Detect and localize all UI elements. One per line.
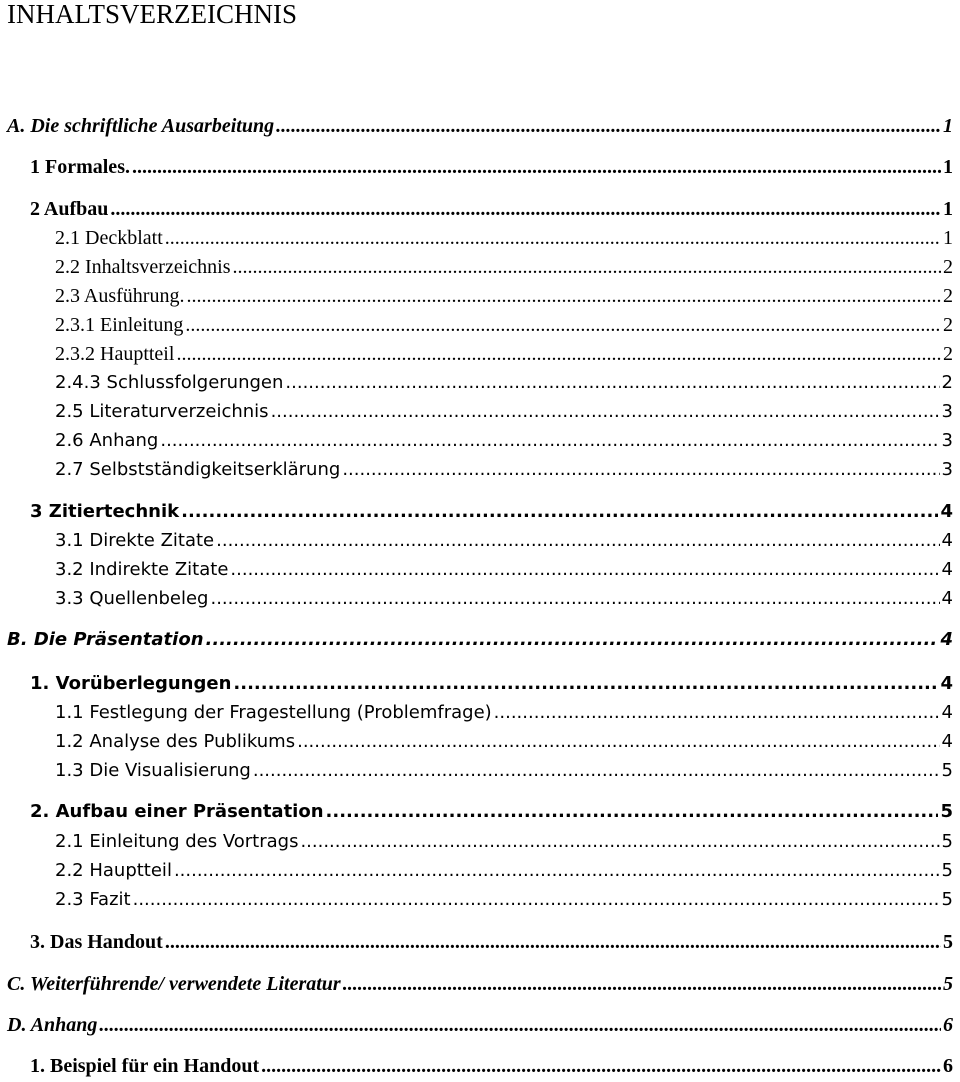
toc-entry-subsection[interactable] [55, 529, 953, 553]
toc-entry-label: 1.2 Analyse des Publikums [55, 731, 296, 752]
toc-entry-section[interactable] [30, 500, 953, 524]
toc-entry-subsection[interactable] [55, 284, 953, 308]
toc-entry-page: 4 [941, 530, 953, 551]
toc-entry-label: 3.3 Quellenbeleg [55, 588, 209, 609]
toc-entry-label: 3 Zitiertechnik [30, 501, 180, 522]
toc-entry-label: 2.2 Hauptteil [55, 860, 172, 881]
toc-entry-label: 1.3 Die Visualisierung [55, 760, 251, 781]
toc-entry-section[interactable] [30, 1054, 953, 1078]
dot-leader [185, 313, 941, 337]
toc-entry-label: 2.1 Einleitung des Vortrags [55, 831, 299, 852]
toc-entry-subsection[interactable] [55, 888, 953, 912]
toc-entry-section[interactable] [30, 800, 953, 824]
toc-entry-label: 1.1 Festlegung der Fragestellung (Problemfrage) [55, 702, 492, 723]
toc-entry-page: 2 [943, 314, 953, 336]
toc-entry-label: 2.7 Selbstständigkeitserklärung [55, 459, 341, 480]
toc-entry-chapter-c[interactable] [7, 972, 953, 996]
toc-entry-subsection[interactable] [55, 458, 953, 482]
dot-leader [276, 114, 941, 138]
toc-entry-label: D. Anhang [7, 1014, 98, 1036]
toc-entry-subsection[interactable] [55, 313, 953, 337]
toc-entry-page: 2 [943, 343, 953, 365]
toc-entry-page: 5 [941, 860, 953, 881]
dot-leader [494, 701, 940, 725]
dot-leader [160, 429, 939, 453]
dot-leader [165, 930, 941, 954]
toc-entry-label: 3. Das Handout [30, 931, 163, 953]
toc-entry-page: 4 [940, 673, 953, 694]
toc-entry-subsection[interactable] [55, 859, 953, 883]
toc-entry-page: 1 [943, 227, 953, 249]
toc-entry-page: 5 [941, 760, 953, 781]
toc-entry-subsection[interactable] [55, 587, 953, 611]
dot-leader [216, 529, 939, 553]
toc-entry-label: 3.1 Direkte Zitate [55, 530, 215, 551]
toc-entry-page: 4 [940, 629, 953, 650]
toc-entry-page: 1 [943, 156, 953, 178]
toc-entry-label: 2 Aufbau [30, 198, 109, 220]
dot-leader [176, 342, 941, 366]
dot-leader [343, 972, 941, 996]
toc-entry-chapter-a[interactable] [7, 114, 953, 138]
toc-entry-label: 3.2 Indirekte Zitate [55, 559, 229, 580]
dot-leader [206, 628, 939, 652]
toc-entry-page: 5 [940, 801, 953, 822]
toc-entry-subsection[interactable] [55, 255, 953, 279]
toc-entry-label: A. Die schriftliche Ausarbeitung [7, 115, 275, 137]
dot-leader [342, 458, 939, 482]
toc-entry-label: 2.6 Anhang [55, 430, 159, 451]
toc-entry-page: 1 [943, 115, 953, 137]
dot-leader [99, 1013, 941, 1037]
toc-entry-page: 5 [941, 831, 953, 852]
toc-entry-section[interactable] [30, 672, 953, 696]
toc-entry-subsection[interactable] [55, 730, 953, 754]
dot-leader [133, 888, 940, 912]
toc-entry-page: 1 [943, 198, 953, 220]
toc-entry-label: 2. Aufbau einer Präsentation [30, 801, 324, 822]
toc-entry-page: 3 [941, 401, 953, 422]
dot-leader [186, 284, 941, 308]
toc-entry-page: 2 [943, 256, 953, 278]
dot-leader [326, 800, 939, 824]
toc-entry-subsection[interactable] [55, 226, 953, 250]
toc-entry-label: 2.4.3 Schlussfolgerungen [55, 372, 284, 393]
dot-leader [210, 587, 939, 611]
toc-entry-page: 2 [941, 372, 953, 393]
toc-entry-page: 4 [941, 731, 953, 752]
dot-leader [165, 226, 941, 250]
toc-entry-page: 3 [941, 430, 953, 451]
toc-entry-page: 6 [943, 1014, 953, 1036]
dot-leader [230, 558, 939, 582]
dot-leader [253, 759, 940, 783]
toc-entry-page: 6 [943, 1055, 953, 1077]
toc-entry-label: C. Weiterführende/ verwendete Literatur [7, 973, 341, 995]
dot-leader [300, 830, 939, 854]
toc-entry-page: 4 [940, 501, 953, 522]
toc-entry-label: 1 Formales. [30, 156, 130, 178]
toc-entry-label: 1. Beispiel für ein Handout [30, 1055, 260, 1077]
toc-entry-label: 2.3.2 Hauptteil [55, 343, 175, 365]
dot-leader [110, 197, 941, 221]
dot-leader [297, 730, 939, 754]
dot-leader [174, 859, 940, 883]
dot-leader [233, 672, 938, 696]
toc-entry-subsection[interactable] [55, 429, 953, 453]
toc-entry-label: 2.3 Ausführung. [55, 285, 185, 307]
toc-entry-section[interactable] [30, 155, 953, 179]
toc-entry-subsection[interactable] [55, 400, 953, 424]
toc-entry-page: 4 [941, 588, 953, 609]
toc-entry-subsection[interactable] [55, 558, 953, 582]
toc-entry-page: 5 [943, 931, 953, 953]
toc-entry-page: 5 [941, 889, 953, 910]
toc-entry-label: 1. Vorüberlegungen [30, 673, 232, 694]
toc-entry-chapter-b[interactable] [7, 628, 953, 652]
toc-entry-subsection[interactable] [55, 830, 953, 854]
dot-leader [181, 500, 938, 524]
toc-entry-label: 2.3 Fazit [55, 889, 131, 910]
toc-entry-page: 2 [943, 285, 953, 307]
toc-entry-chapter-d[interactable] [7, 1013, 953, 1037]
page-title: INHALTSVERZEICHNIS [7, 0, 297, 29]
dot-leader [132, 155, 941, 179]
toc-entry-subsection[interactable] [55, 342, 953, 366]
toc-entry-page: 5 [943, 973, 953, 995]
toc-entry-page: 3 [941, 459, 953, 480]
toc-entry-subsection[interactable] [55, 371, 953, 395]
dot-leader [261, 1054, 941, 1078]
toc-entry-subsection[interactable] [55, 701, 953, 725]
toc-entry-page: 4 [941, 559, 953, 580]
toc-entry-label: 2.2 Inhaltsverzeichnis [55, 256, 231, 278]
dot-leader [271, 400, 940, 424]
toc-entry-page: 4 [941, 702, 953, 723]
toc-entry-subsection[interactable] [55, 759, 953, 783]
toc-entry-label: 2.1 Deckblatt [55, 227, 163, 249]
toc-entry-label: 2.5 Literaturverzeichnis [55, 401, 269, 422]
toc-entry-label: B. Die Präsentation [7, 629, 204, 650]
toc-entry-section[interactable] [30, 197, 953, 221]
toc-entry-label: 2.3.1 Einleitung [55, 314, 184, 336]
dot-leader [285, 371, 939, 395]
dot-leader [233, 255, 942, 279]
toc-entry-section[interactable] [30, 930, 953, 954]
